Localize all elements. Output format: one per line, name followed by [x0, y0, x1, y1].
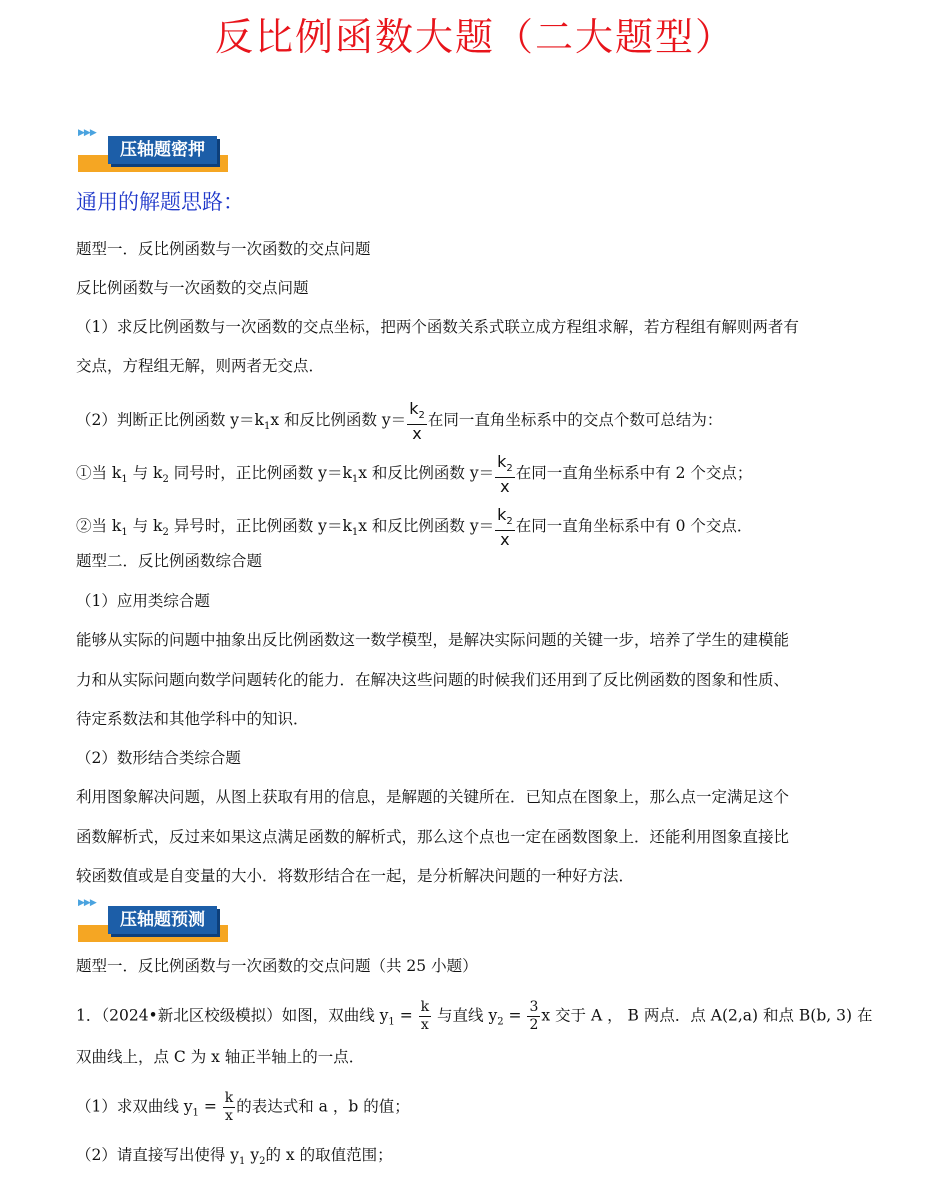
paragraph-line: 能够从实际的问题中抽象出反比例函数这一数学模型，是解决实际问题的关键一步，培养了学生的建模能 [76, 631, 790, 649]
fraction-k2-over-x: $\frac{k_2}{x}$ [497, 452, 513, 497]
paragraph-line-formula: （2）判断正比例函数 $y=k_1x$ 和反比例函数 y＝ $\frac{k_2}{x}$ 在同一直角坐标系中的交点个数可总结为： [76, 399, 723, 444]
general-approach-heading: 通用的解题思路： [76, 190, 244, 214]
type1-problems-title: 题型一．反比例函数与一次函数的交点问题（共 25 小题） [76, 957, 478, 975]
fraction-k2-over-x: $\frac{k_2}{x}$ [497, 505, 513, 550]
banner-label: 压轴题预测 [108, 906, 217, 934]
banner-label: 压轴题密押 [108, 136, 217, 164]
page-title: 反比例函数大题（二大题型） [214, 15, 735, 59]
fraction-k-over-x: $\frac{k}{x}$ [420, 999, 430, 1033]
problem-1-line: 1．（2024•新北区校级模拟）如图，双曲线 $y_1$ = $\frac{k}{x}$ 与直线 $y_2$ = $\frac{3}{2}$ x 交于 A ， B 两点．点 A(2,a) 和点 B(b, 3) 在 [76, 999, 873, 1033]
triangle-arrows-icon: ▶▶▶ [78, 128, 96, 138]
section-banner-prediction [78, 898, 243, 942]
paragraph-line: 较函数值或是自变量的大小．将数形结合在一起，是分析解决问题的一种好方法． [76, 867, 635, 885]
fraction-k-over-x: $\frac{k}{x}$ [224, 1090, 234, 1124]
triangle-arrows-icon: ▶▶▶ [78, 898, 96, 908]
problem-1-line: 双曲线上，点 C 为 x 轴正半轴上的一点． [76, 1048, 365, 1066]
paragraph-line: 利用图象解决问题，从图上获取有用的信息，是解题的关键所在．已知点在图象上，那么点一定满足这个 [76, 788, 790, 806]
paragraph-line: （2）数形结合类综合题 [76, 749, 241, 767]
paragraph-line-formula: ①当 $k_1$ 与 $k_2$ 同号时，正比例函数 $y=k_1x$ 和反比例函数 y＝ $\frac{k_2}{x}$ 在同一直角坐标系中有 2 个交点； [76, 452, 753, 497]
paragraph-line: （1）求反比例函数与一次函数的交点坐标，把两个函数关系式联立成方程组求解，若方程组有解则两者有 [76, 318, 799, 336]
paragraph-line: 交点，方程组无解，则两者无交点． [76, 357, 325, 375]
section-banner-secret [78, 128, 243, 172]
type2-title: 题型二．反比例函数综合题 [76, 552, 263, 570]
type1-title: 题型一．反比例函数与一次函数的交点问题 [76, 240, 371, 258]
type1-subtitle: 反比例函数与一次函数的交点问题 [76, 279, 309, 297]
problem-1-part1: （1）求双曲线 $y_1$ = $\frac{k}{x}$ 的表达式和 a ，b 的值； [76, 1090, 410, 1124]
paragraph-line: 力和从实际问题向数学问题转化的能力．在解决这些问题的时候我们还用到了反比例函数的图象和性质、 [76, 671, 790, 689]
paragraph-line: 函数解析式，反过来如果这点满足函数的解析式，那么这个点也一定在函数图象上．还能利用图象直接比 [76, 828, 790, 846]
paragraph-line-formula: ②当 $k_1$ 与 $k_2$ 异号时，正比例函数 $y=k_1x$ 和反比例函数 y＝ $\frac{k_2}{x}$ 在同一直角坐标系中有 0 个交点． [76, 505, 753, 550]
paragraph-line: 待定系数法和其他学科中的知识． [76, 710, 309, 728]
fraction-3-over-2: $\frac{3}{2}$ [529, 999, 539, 1033]
problem-1-part2: （2）请直接写出使得 $y_1$ $y_2$的 x 的取值范围； [76, 1146, 393, 1168]
paragraph-line: （1）应用类综合题 [76, 592, 210, 610]
fraction-k2-over-x: $\frac{k_2}{x}$ [409, 399, 425, 444]
